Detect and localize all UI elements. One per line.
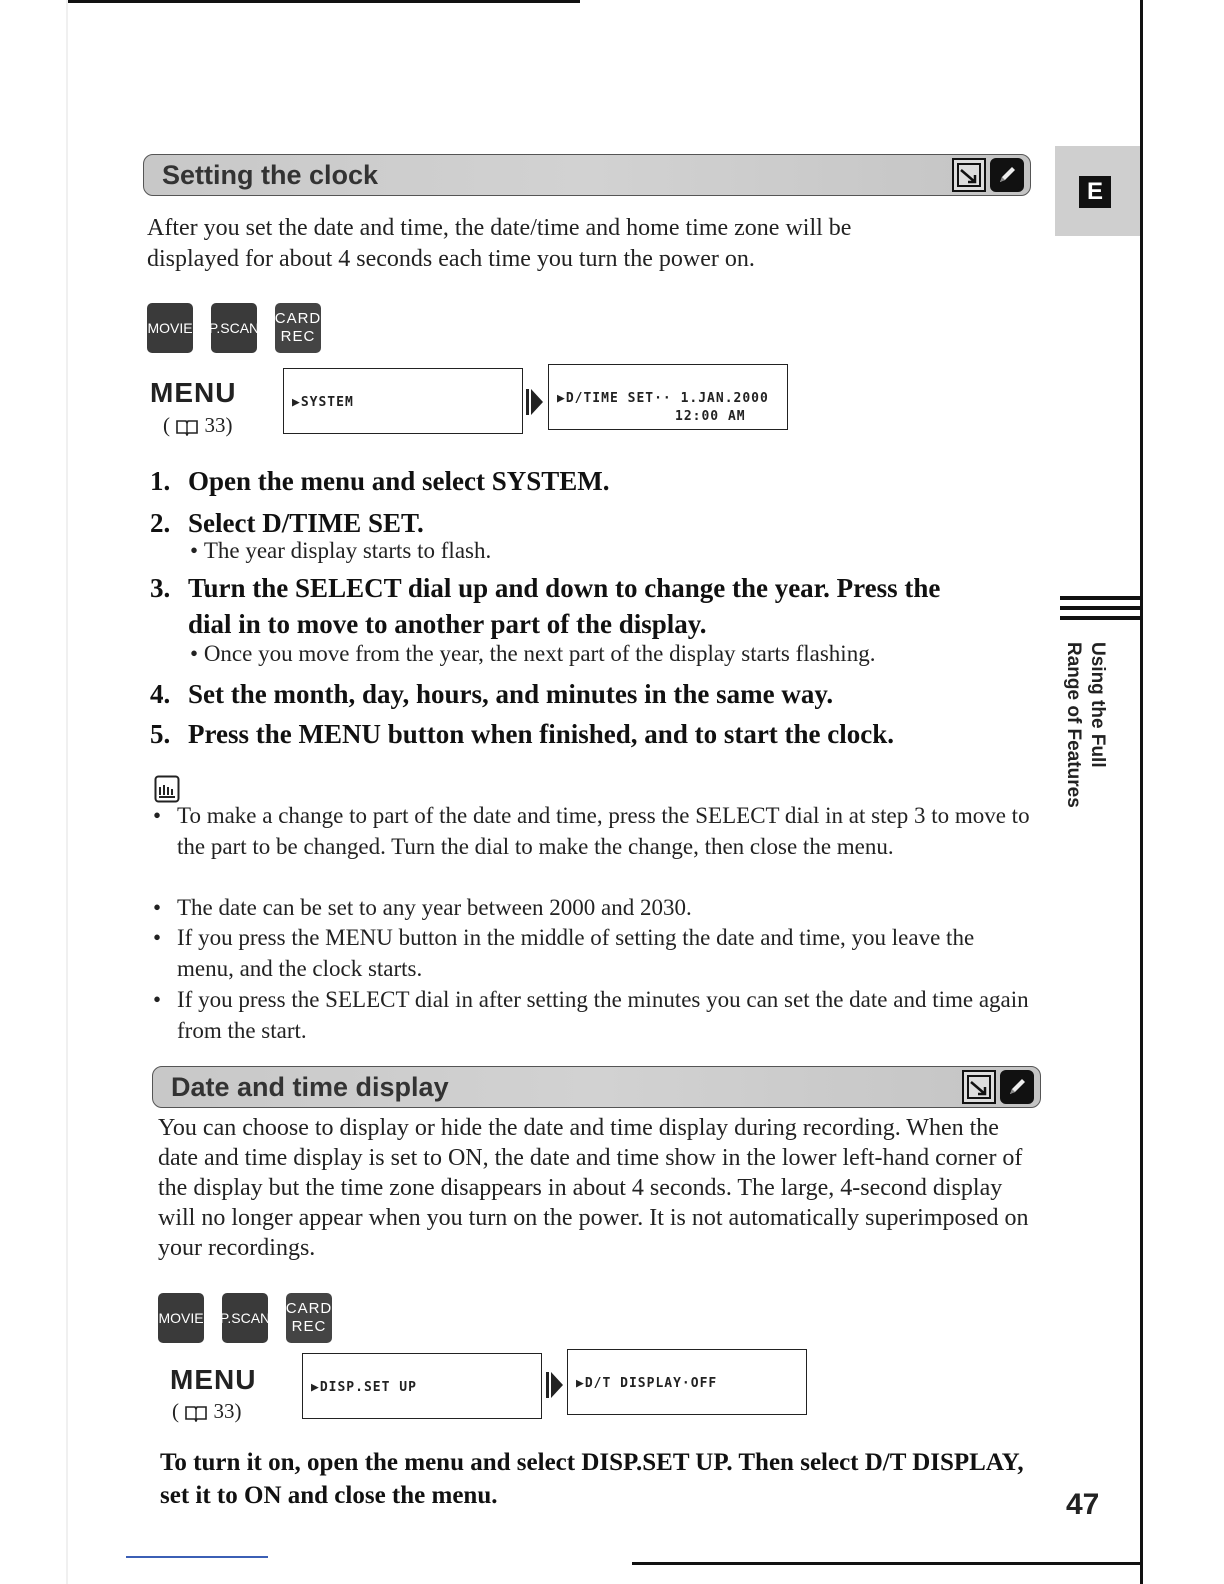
pen-mode-icon — [990, 158, 1024, 192]
note-item: • If you press the SELECT dial in after setting the minutes you can set the date and time again from the start. — [153, 987, 1029, 1043]
language-tab — [1055, 146, 1140, 236]
book-icon — [184, 1404, 208, 1422]
book-icon — [175, 418, 199, 436]
step-1: 1. Open the menu and select SYSTEM. — [150, 466, 610, 496]
mode-indicators — [158, 1293, 332, 1343]
section-header-setting-clock — [143, 154, 1031, 196]
mode-indicators — [147, 303, 321, 353]
pscan-mode-badge: P.SCAN — [222, 1293, 268, 1343]
menu-label: MENU — [150, 377, 237, 408]
note-item: • To make a change to part of the date and time, press the SELECT dial in at step 3 to move to the part to be changed. Turn the dial to make the change, then close the menu. — [153, 803, 1030, 859]
pen-mode-icon — [1000, 1070, 1034, 1104]
page-top-rule — [66, 0, 580, 3]
camera-mode-icon — [952, 158, 986, 192]
next-arrow-icon — [546, 1370, 564, 1400]
menu-page-reference: ( 33) — [163, 413, 233, 437]
page-bottom-left-rule — [126, 1556, 268, 1558]
pscan-mode-badge: P.SCAN — [211, 303, 257, 353]
chapter-caption — [1062, 642, 1112, 812]
chapter-caption-line-2: Range of Features — [1063, 642, 1084, 808]
lcd-screen-system: ▶SYSTEM — [283, 368, 523, 434]
step-2: 2. Select D/TIME SET. — [150, 508, 424, 538]
step-2-note: • The year display starts to flash. — [190, 538, 492, 563]
card-rec-mode-badge: CARD REC — [275, 303, 321, 353]
movie-mode-badge: MOVIE — [158, 1293, 204, 1343]
menu-label: MENU — [170, 1364, 257, 1395]
page-bottom-rule — [632, 1562, 1142, 1565]
lcd-screen-dt-display: ▶D/T DISPLAY·OFF — [567, 1349, 807, 1415]
page-left-edge — [66, 0, 68, 1584]
lcd-screen-dtime-set: ▶D/TIME SET·· 1.JAN.2000 12:00 AM — [548, 364, 788, 430]
language-tab-letter: E — [1079, 176, 1111, 208]
step-4: 4. Set the month, day, hours, and minutes in the same way. — [150, 679, 834, 709]
lcd-screen-disp-set-up: ▶DISP.SET UP — [302, 1353, 542, 1419]
movie-mode-badge: MOVIE — [147, 303, 193, 353]
section-header-date-time-display — [152, 1066, 1041, 1108]
card-rec-mode-badge: CARD REC — [286, 1293, 332, 1343]
section-intro: After you set the date and time, the date/time and home time zone will be displayed for about 4 seconds each time you turn the power on. — [147, 215, 852, 272]
section-intro: You can choose to display or hide the date and time display during recording. When the date and time display is set to ON, the date and time show in the lower left-hand corner of the display but the time zone disappears in about 4 seconds. The large, 4-second display will no longer appear when you turn on the power. It is not automatically superimposed on your recordings. — [158, 1115, 1029, 1261]
note-item: • The date can be set to any year between 2000 and 2030. — [153, 895, 692, 920]
note-item: • If you press the MENU button in the middle of setting the date and time, you leave the menu, and the clock starts. — [153, 925, 975, 981]
step-3-continued: dial in to move to another part of the display. — [188, 609, 707, 639]
step-5: 5. Press the MENU button when finished, and to start the clock. — [150, 719, 895, 749]
step-3-note: • Once you move from the year, the next part of the display starts flashing. — [190, 641, 876, 666]
next-arrow-icon — [526, 387, 544, 417]
section-title: Setting the clock — [162, 159, 379, 190]
page-right-rule — [1140, 0, 1143, 1584]
chapter-caption-line-1: Using the Full — [1087, 642, 1108, 768]
closing-instruction: To turn it on, open the menu and select DISP.SET UP. Then select D/T DISPLAY, set it to ON and close the menu. — [160, 1449, 1024, 1509]
section-title: Date and time display — [171, 1071, 449, 1102]
menu-page-reference: ( 33) — [172, 1399, 242, 1423]
page-number: 47 — [1066, 1488, 1100, 1521]
step-3: 3. Turn the SELECT dial up and down to change the year. Press the — [150, 573, 941, 603]
side-marker-lines — [1060, 596, 1140, 626]
camera-mode-icon — [962, 1070, 996, 1104]
memo-icon — [154, 775, 180, 803]
